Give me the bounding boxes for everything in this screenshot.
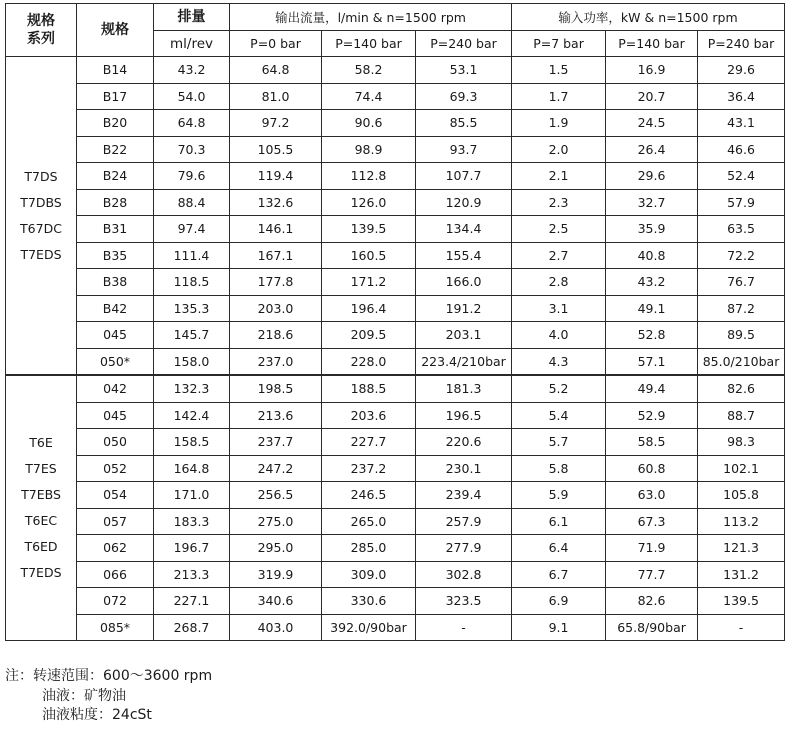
flow-240bar-cell: 134.4	[416, 216, 512, 243]
power-140bar-cell: 35.9	[606, 216, 698, 243]
flow-240bar-cell: 223.4/210bar	[416, 348, 512, 375]
power-140bar-cell: 32.7	[606, 189, 698, 216]
displacement-cell: 227.1	[154, 588, 230, 615]
flow-0bar-cell: 198.5	[230, 375, 322, 402]
flow-240bar-cell: 277.9	[416, 535, 512, 562]
displacement-cell: 268.7	[154, 614, 230, 641]
flow-0bar-cell: 167.1	[230, 242, 322, 269]
flow-140bar-cell: 196.4	[322, 295, 416, 322]
power-240bar-cell: 121.3	[698, 535, 785, 562]
power-7bar-cell: 4.3	[512, 348, 606, 375]
series-name: T7DS	[24, 168, 58, 184]
flow-140bar-cell: 330.6	[322, 588, 416, 615]
notes	[5, 667, 212, 726]
power-140bar-cell: 67.3	[606, 508, 698, 535]
flow-0bar-cell: 256.5	[230, 482, 322, 509]
power-240bar-cell: 102.1	[698, 455, 785, 482]
power-240bar-cell: 105.8	[698, 482, 785, 509]
power-7bar-cell: 1.7	[512, 83, 606, 110]
power-140bar-cell: 58.5	[606, 429, 698, 456]
table-row	[6, 242, 785, 269]
power-240bar-cell: 46.6	[698, 136, 785, 163]
displacement-cell: 79.6	[154, 163, 230, 190]
flow-140bar-cell: 392.0/90bar	[322, 614, 416, 641]
flow-240bar-cell: 323.5	[416, 588, 512, 615]
power-140bar-cell: 16.9	[606, 57, 698, 84]
flow-140bar-cell: 237.2	[322, 455, 416, 482]
flow-0bar-cell: 295.0	[230, 535, 322, 562]
flow-140bar-cell: 227.7	[322, 429, 416, 456]
displacement-cell: 142.4	[154, 402, 230, 429]
power-240bar-cell: 131.2	[698, 561, 785, 588]
power-240bar-cell: 87.2	[698, 295, 785, 322]
flow-240bar-cell: 53.1	[416, 57, 512, 84]
flow-240bar-cell: 257.9	[416, 508, 512, 535]
table-row	[6, 508, 785, 535]
table-row	[6, 189, 785, 216]
flow-0bar-cell: 105.5	[230, 136, 322, 163]
spec-cell: B14	[77, 57, 154, 84]
displacement-cell: 171.0	[154, 482, 230, 509]
displacement-cell: 158.5	[154, 429, 230, 456]
displacement-cell: 132.3	[154, 375, 230, 402]
header-power-col: P=240 bar	[698, 31, 785, 57]
power-240bar-cell: 113.2	[698, 508, 785, 535]
flow-240bar-cell: 93.7	[416, 136, 512, 163]
flow-0bar-cell: 64.8	[230, 57, 322, 84]
flow-140bar-cell: 285.0	[322, 535, 416, 562]
power-7bar-cell: 6.7	[512, 561, 606, 588]
table-row	[6, 375, 785, 402]
power-240bar-cell: 57.9	[698, 189, 785, 216]
power-7bar-cell: 9.1	[512, 614, 606, 641]
flow-240bar-cell: 239.4	[416, 482, 512, 509]
header-series-line1: 规格	[27, 13, 55, 29]
power-240bar-cell: 52.4	[698, 163, 785, 190]
header-power-col: P=7 bar	[512, 31, 606, 57]
table-group	[6, 57, 785, 376]
flow-140bar-cell: 58.2	[322, 57, 416, 84]
table-row	[6, 136, 785, 163]
flow-240bar-cell: 85.5	[416, 110, 512, 137]
flow-140bar-cell: 90.6	[322, 110, 416, 137]
power-240bar-cell: 89.5	[698, 322, 785, 349]
spec-cell: 066	[77, 561, 154, 588]
note-viscosity: 油液粘度：24cSt	[42, 707, 152, 723]
table-row	[6, 269, 785, 296]
table-group	[6, 375, 785, 641]
power-240bar-cell: 88.7	[698, 402, 785, 429]
power-7bar-cell: 5.2	[512, 375, 606, 402]
spec-cell: B31	[77, 216, 154, 243]
spec-cell: B17	[77, 83, 154, 110]
note-speed-range: 转速范围：600～3600 rpm	[33, 668, 213, 684]
flow-140bar-cell: 265.0	[322, 508, 416, 535]
flow-140bar-cell: 74.4	[322, 83, 416, 110]
power-140bar-cell: 43.2	[606, 269, 698, 296]
table-row	[6, 295, 785, 322]
power-240bar-cell: 43.1	[698, 110, 785, 137]
power-240bar-cell: 82.6	[698, 375, 785, 402]
spec-cell: B24	[77, 163, 154, 190]
power-140bar-cell: 52.8	[606, 322, 698, 349]
flow-0bar-cell: 81.0	[230, 83, 322, 110]
power-140bar-cell: 60.8	[606, 455, 698, 482]
power-140bar-cell: 49.4	[606, 375, 698, 402]
power-7bar-cell: 2.7	[512, 242, 606, 269]
flow-140bar-cell: 246.5	[322, 482, 416, 509]
header-flow-col: P=140 bar	[322, 31, 416, 57]
table-row	[6, 455, 785, 482]
power-7bar-cell: 5.4	[512, 402, 606, 429]
displacement-cell: 97.4	[154, 216, 230, 243]
power-7bar-cell: 5.8	[512, 455, 606, 482]
table-row	[6, 588, 785, 615]
table-row	[6, 402, 785, 429]
flow-0bar-cell: 132.6	[230, 189, 322, 216]
displacement-cell: 135.3	[154, 295, 230, 322]
displacement-cell: 111.4	[154, 242, 230, 269]
power-140bar-cell: 40.8	[606, 242, 698, 269]
flow-0bar-cell: 213.6	[230, 402, 322, 429]
flow-240bar-cell: 191.2	[416, 295, 512, 322]
series-name: T67DC	[20, 220, 62, 236]
flow-240bar-cell: 166.0	[416, 269, 512, 296]
power-7bar-cell: 2.1	[512, 163, 606, 190]
flow-240bar-cell: 302.8	[416, 561, 512, 588]
series-name: T7EBS	[21, 487, 61, 502]
table-row	[6, 322, 785, 349]
table-row	[6, 482, 785, 509]
spec-cell: B35	[77, 242, 154, 269]
power-7bar-cell: 5.7	[512, 429, 606, 456]
displacement-cell: 54.0	[154, 83, 230, 110]
table-row	[6, 110, 785, 137]
power-140bar-cell: 26.4	[606, 136, 698, 163]
power-140bar-cell: 77.7	[606, 561, 698, 588]
power-7bar-cell: 5.9	[512, 482, 606, 509]
displacement-cell: 158.0	[154, 348, 230, 375]
spec-cell: B38	[77, 269, 154, 296]
displacement-cell: 164.8	[154, 455, 230, 482]
power-140bar-cell: 57.1	[606, 348, 698, 375]
spec-cell: B42	[77, 295, 154, 322]
spec-table	[5, 3, 785, 641]
power-7bar-cell: 2.0	[512, 136, 606, 163]
header-displacement: 排量	[154, 4, 230, 31]
series-name: T7ES	[25, 461, 57, 476]
flow-0bar-cell: 237.7	[230, 429, 322, 456]
header-power-col: P=140 bar	[606, 31, 698, 57]
power-7bar-cell: 1.9	[512, 110, 606, 137]
power-240bar-cell: 63.5	[698, 216, 785, 243]
flow-0bar-cell: 247.2	[230, 455, 322, 482]
power-140bar-cell: 65.8/90bar	[606, 614, 698, 641]
flow-0bar-cell: 97.2	[230, 110, 322, 137]
power-140bar-cell: 71.9	[606, 535, 698, 562]
power-7bar-cell: 4.0	[512, 322, 606, 349]
flow-240bar-cell: 203.1	[416, 322, 512, 349]
header-flow-col: P=240 bar	[416, 31, 512, 57]
flow-140bar-cell: 160.5	[322, 242, 416, 269]
power-240bar-cell: -	[698, 614, 785, 641]
table-row	[6, 83, 785, 110]
power-140bar-cell: 82.6	[606, 588, 698, 615]
flow-0bar-cell: 146.1	[230, 216, 322, 243]
flow-0bar-cell: 218.6	[230, 322, 322, 349]
power-240bar-cell: 139.5	[698, 588, 785, 615]
spec-cell: 085*	[77, 614, 154, 641]
displacement-cell: 145.7	[154, 322, 230, 349]
spec-cell: 045	[77, 322, 154, 349]
flow-140bar-cell: 126.0	[322, 189, 416, 216]
series-cell	[6, 57, 77, 376]
displacement-cell: 183.3	[154, 508, 230, 535]
displacement-cell: 213.3	[154, 561, 230, 588]
header-flow-col: P=0 bar	[230, 31, 322, 57]
displacement-cell: 196.7	[154, 535, 230, 562]
table-row	[6, 561, 785, 588]
flow-140bar-cell: 139.5	[322, 216, 416, 243]
power-7bar-cell: 3.1	[512, 295, 606, 322]
table-row	[6, 216, 785, 243]
notes-prefix: 注：	[5, 668, 33, 684]
power-140bar-cell: 52.9	[606, 402, 698, 429]
series-name: T6E	[29, 435, 53, 450]
flow-240bar-cell: 107.7	[416, 163, 512, 190]
spec-cell: 062	[77, 535, 154, 562]
table-row	[6, 163, 785, 190]
header-series	[6, 4, 77, 57]
flow-240bar-cell: 181.3	[416, 375, 512, 402]
displacement-cell: 43.2	[154, 57, 230, 84]
flow-140bar-cell: 188.5	[322, 375, 416, 402]
power-140bar-cell: 49.1	[606, 295, 698, 322]
flow-140bar-cell: 209.5	[322, 322, 416, 349]
header-flow-group: 输出流量，l/min & n=1500 rpm	[230, 4, 512, 31]
flow-0bar-cell: 177.8	[230, 269, 322, 296]
series-name: T6EC	[24, 513, 58, 528]
spec-cell: 045	[77, 402, 154, 429]
flow-240bar-cell: 120.9	[416, 189, 512, 216]
spec-cell: 042	[77, 375, 154, 402]
flow-140bar-cell: 309.0	[322, 561, 416, 588]
power-7bar-cell: 1.5	[512, 57, 606, 84]
table-row	[6, 614, 785, 641]
spec-cell: 054	[77, 482, 154, 509]
displacement-cell: 118.5	[154, 269, 230, 296]
power-140bar-cell: 20.7	[606, 83, 698, 110]
power-240bar-cell: 29.6	[698, 57, 785, 84]
flow-140bar-cell: 171.2	[322, 269, 416, 296]
power-240bar-cell: 85.0/210bar	[698, 348, 785, 375]
header-series-line2: 系列	[27, 31, 55, 47]
flow-240bar-cell: 69.3	[416, 83, 512, 110]
flow-140bar-cell: 228.0	[322, 348, 416, 375]
power-7bar-cell: 2.5	[512, 216, 606, 243]
flow-0bar-cell: 237.0	[230, 348, 322, 375]
series-name: T7EDS	[20, 565, 62, 580]
flow-0bar-cell: 319.9	[230, 561, 322, 588]
flow-0bar-cell: 119.4	[230, 163, 322, 190]
power-240bar-cell: 36.4	[698, 83, 785, 110]
table-row	[6, 429, 785, 456]
power-240bar-cell: 76.7	[698, 269, 785, 296]
table-row	[6, 535, 785, 562]
spec-cell: B28	[77, 189, 154, 216]
displacement-cell: 64.8	[154, 110, 230, 137]
power-7bar-cell: 2.8	[512, 269, 606, 296]
power-140bar-cell: 29.6	[606, 163, 698, 190]
power-7bar-cell: 6.9	[512, 588, 606, 615]
power-140bar-cell: 63.0	[606, 482, 698, 509]
table-row	[6, 57, 785, 84]
flow-140bar-cell: 112.8	[322, 163, 416, 190]
series-name: T7EDS	[20, 246, 62, 262]
power-240bar-cell: 72.2	[698, 242, 785, 269]
flow-140bar-cell: 98.9	[322, 136, 416, 163]
series-name: T6ED	[24, 539, 58, 554]
power-7bar-cell: 2.3	[512, 189, 606, 216]
spec-cell: 052	[77, 455, 154, 482]
table-header	[6, 4, 785, 57]
spec-cell: 050	[77, 429, 154, 456]
power-7bar-cell: 6.1	[512, 508, 606, 535]
header-spec: 规格	[77, 4, 154, 57]
spec-cell: 057	[77, 508, 154, 535]
power-240bar-cell: 98.3	[698, 429, 785, 456]
flow-0bar-cell: 403.0	[230, 614, 322, 641]
power-7bar-cell: 6.4	[512, 535, 606, 562]
flow-0bar-cell: 203.0	[230, 295, 322, 322]
header-displacement-unit: ml/rev	[154, 31, 230, 57]
flow-140bar-cell: 203.6	[322, 402, 416, 429]
spec-cell: B22	[77, 136, 154, 163]
displacement-cell: 88.4	[154, 189, 230, 216]
table-row	[6, 348, 785, 375]
flow-240bar-cell: -	[416, 614, 512, 641]
flow-240bar-cell: 196.5	[416, 402, 512, 429]
series-cell	[6, 375, 77, 641]
power-140bar-cell: 24.5	[606, 110, 698, 137]
flow-240bar-cell: 220.6	[416, 429, 512, 456]
spec-cell: B20	[77, 110, 154, 137]
series-name: T7DBS	[20, 194, 62, 210]
flow-240bar-cell: 230.1	[416, 455, 512, 482]
flow-0bar-cell: 340.6	[230, 588, 322, 615]
note-fluid: 油液：矿物油	[42, 687, 126, 704]
flow-0bar-cell: 275.0	[230, 508, 322, 535]
spec-cell: 072	[77, 588, 154, 615]
header-power-group: 输入功率，kW & n=1500 rpm	[512, 4, 785, 31]
displacement-cell: 70.3	[154, 136, 230, 163]
spec-cell: 050*	[77, 348, 154, 375]
flow-240bar-cell: 155.4	[416, 242, 512, 269]
